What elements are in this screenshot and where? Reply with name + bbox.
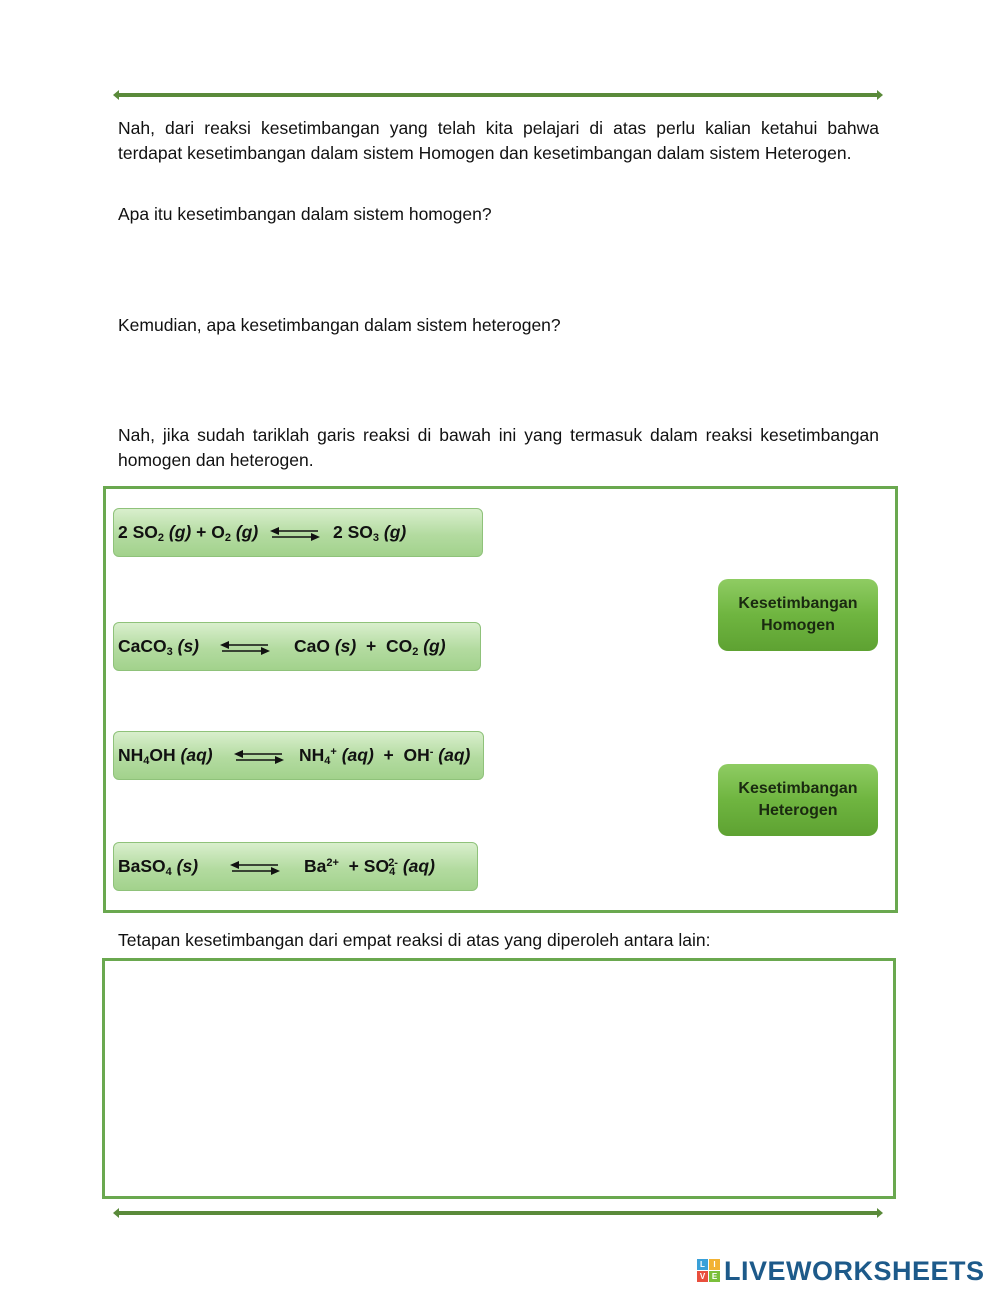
- target-homogen-line1: Kesetimbangan: [738, 595, 858, 612]
- intro-paragraph: Nah, dari reaksi kesetimbangan yang telah kita pelajari di atas perlu kalian ketahui bahwa terdapat kesetimbangan dalam sistem Homogen dan kesetimbangan dalam sistem Heterogen.: [118, 118, 879, 163]
- reaction-4-lhs: BaSO$_4$ (s): [118, 856, 199, 878]
- reaction-2-rhs: CaO $(s) + CO_2$ (g): [294, 636, 446, 658]
- equilibrium-arrow-icon: [220, 641, 270, 655]
- top-divider: [118, 93, 878, 97]
- liveworksheets-logo: [697, 1256, 985, 1286]
- liveworksheets-wordmark: LIVEWORKSHEETS: [724, 1255, 985, 1286]
- liveworksheets-mark-icon: L I V E: [697, 1259, 721, 1283]
- reaction-1-lhs: 2 $SO_2$ $(g) + O_2$ (g): [118, 522, 259, 544]
- target-homogen-line2: Homogen: [761, 617, 835, 634]
- reaction-card-4[interactable]: [113, 842, 478, 891]
- target-heterogen-line1: Kesetimbangan: [738, 780, 858, 797]
- question-homogen: Apa itu kesetimbangan dalam sistem homogen?: [118, 204, 492, 224]
- reaction-card-2[interactable]: [113, 622, 481, 671]
- reaction-card-1[interactable]: [113, 508, 483, 557]
- reaction-card-3[interactable]: [113, 731, 484, 780]
- reaction-2-lhs: CaCO$_3$ (s): [118, 636, 200, 658]
- constants-answer-box[interactable]: [102, 958, 896, 1199]
- reaction-1-rhs: 2 $SO_3$ (g): [333, 522, 407, 544]
- equilibrium-arrow-icon: [230, 861, 280, 875]
- constants-label: Tetapan kesetimbangan dari empat reaksi di atas yang diperoleh antara lain:: [118, 930, 711, 950]
- target-heterogen-line2: Heterogen: [758, 802, 838, 819]
- equilibrium-arrow-icon: [270, 527, 320, 541]
- instruction-paragraph: Nah, jika sudah tariklah garis reaksi di bawah ini yang termasuk dalam reaksi kesetimbangan homogen dan heterogen.: [118, 425, 879, 470]
- equilibrium-arrow-icon: [234, 750, 284, 764]
- target-heterogen-button[interactable]: [718, 764, 878, 836]
- question-heterogen: Kemudian, apa kesetimbangan dalam sistem heterogen?: [118, 315, 561, 335]
- reaction-3-lhs: $NH_4OH$ (aq): [118, 745, 213, 767]
- bottom-divider: [118, 1211, 878, 1215]
- target-homogen-button[interactable]: [718, 579, 878, 651]
- reaction-3-rhs: $NH_4^+$ (aq) + OH- (aq): [299, 745, 471, 767]
- reaction-4-rhs: $Ba^{2+} + SO_4^{2-}$ (aq): [304, 856, 435, 878]
